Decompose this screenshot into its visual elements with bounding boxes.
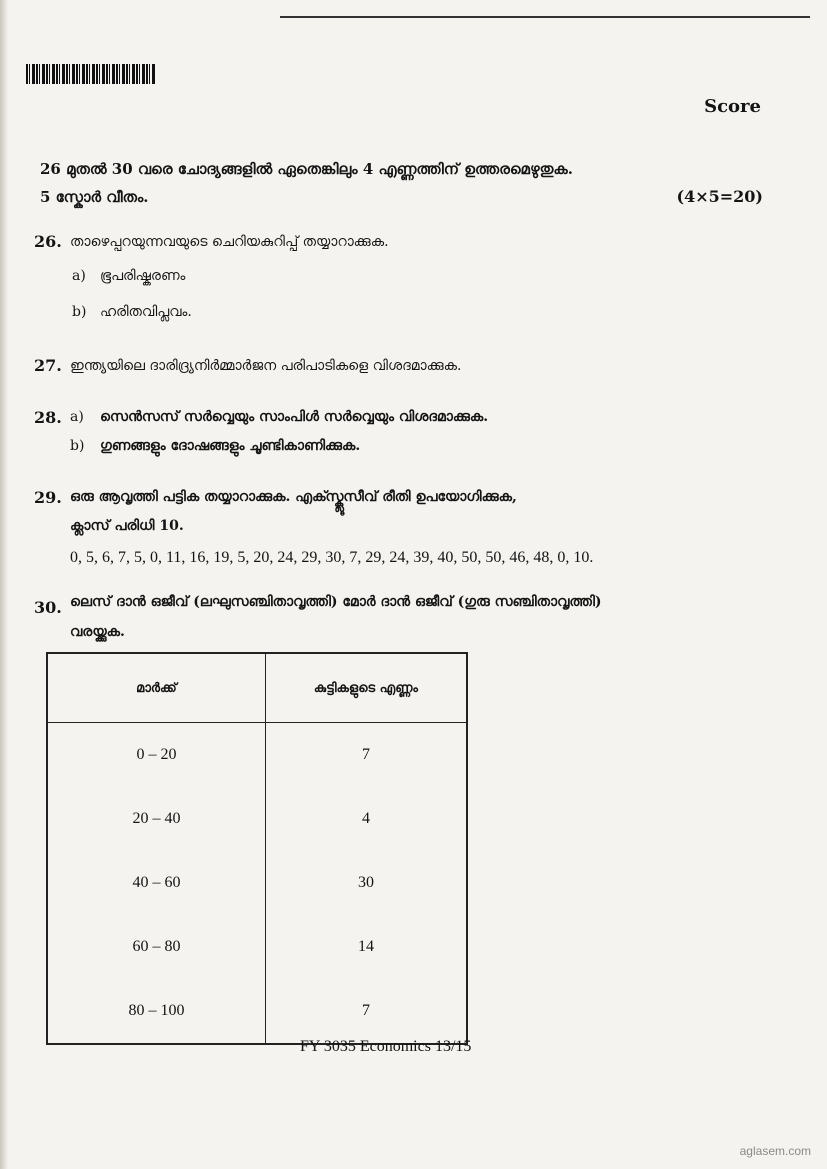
q29-data-values: 0, 5, 6, 7, 5, 0, 11, 16, 19, 5, 20, 24, 29, 30, 7, 29, 24, 39, 40, 50, 50, 46, 48, 0, 10.: [70, 549, 594, 566]
frequency: 30: [265, 851, 467, 915]
class-interval: 0 – 20: [47, 723, 265, 788]
frequency: 7: [265, 979, 467, 1044]
q27-text: ഇന്ത്യയിലെ ദാരിദ്ര്യനിർമ്മാർജന പരിപാടികളെ വിശദമാക്കുക.: [70, 358, 462, 374]
score-label: Score: [704, 96, 761, 117]
table-header-row: [47, 653, 467, 723]
q26-a-label: a): [72, 268, 86, 284]
q29-line-1: ഒരു ആവൃത്തി പട്ടിക തയ്യാറാക്കുക. എക്സ്ക്ലൂസീവ് രീതി ഉപയോഗിക്കുക,: [70, 489, 517, 505]
q28-a-text: സെൻസസ് സർവ്വെയും സാംപിൾ സർവ്വെയും വിശദമാക്കുക.: [100, 409, 489, 425]
q29-number: 29.: [34, 488, 62, 507]
q26-a-text: ഭൂപരിഷ്കരണം: [100, 268, 186, 284]
instruction-line-1: 26 മുതൽ 30 വരെ ചോദ്യങ്ങളിൽ ഏതെങ്കിലും 4 എണ്ണത്തിന് ഉത്തരമെഴുതുക.: [40, 160, 573, 178]
q26-b-label: b): [72, 304, 87, 320]
marks-allocation: (4×5=20): [676, 187, 763, 206]
q26-number: 26.: [34, 232, 62, 251]
page-edge-shadow: [0, 0, 8, 1169]
q29-line-2: ക്ലാസ് പരിധി 10.: [70, 518, 184, 534]
instruction-line-2: 5 സ്കോർ വീതം.: [40, 188, 149, 206]
watermark: aglasem.com: [739, 1144, 811, 1158]
q28-number: 28.: [34, 408, 62, 427]
header-student-count: കുട്ടികളുടെ എണ്ണം: [265, 653, 467, 723]
marks-frequency-table: [46, 652, 468, 1045]
table-row: [47, 915, 467, 979]
q30-line-1: ലെസ് ദാൻ ഒജീവ് (ലഘുസഞ്ചിതാവൃത്തി) മോർ ദാൻ ഒജീവ് (ഗുരു സഞ്ചിതാവൃത്തി): [70, 594, 602, 610]
table-row: [47, 979, 467, 1044]
q28-a-label: a): [70, 409, 84, 425]
table-row: [47, 851, 467, 915]
q28-b-text: ഗുണങ്ങളും ദോഷങ്ങളും ചൂണ്ടികാണിക്കുക.: [100, 438, 361, 454]
frequency: 4: [265, 787, 467, 851]
frequency: 14: [265, 915, 467, 979]
top-rule: [280, 16, 810, 18]
page-footer: FY 3035 Economics 13/15: [300, 1038, 472, 1055]
q26-b-text: ഹരിതവിപ്ലവം.: [100, 304, 192, 320]
class-interval: 60 – 80: [47, 915, 265, 979]
q30-line-2: വരയ്ക്കുക.: [70, 624, 125, 640]
class-interval: 80 – 100: [47, 979, 265, 1044]
header-marks: മാർക്ക്: [47, 653, 265, 723]
table-row: [47, 723, 467, 788]
table-row: [47, 787, 467, 851]
barcode: [26, 64, 156, 84]
class-interval: 40 – 60: [47, 851, 265, 915]
q27-number: 27.: [34, 356, 62, 375]
class-interval: 20 – 40: [47, 787, 265, 851]
frequency: 7: [265, 723, 467, 788]
q30-number: 30.: [34, 598, 62, 617]
q26-text: താഴെപ്പറയുന്നവയുടെ ചെറിയകുറിപ്പ് തയ്യാറാക്കുക.: [70, 234, 389, 250]
q28-b-label: b): [70, 438, 85, 454]
